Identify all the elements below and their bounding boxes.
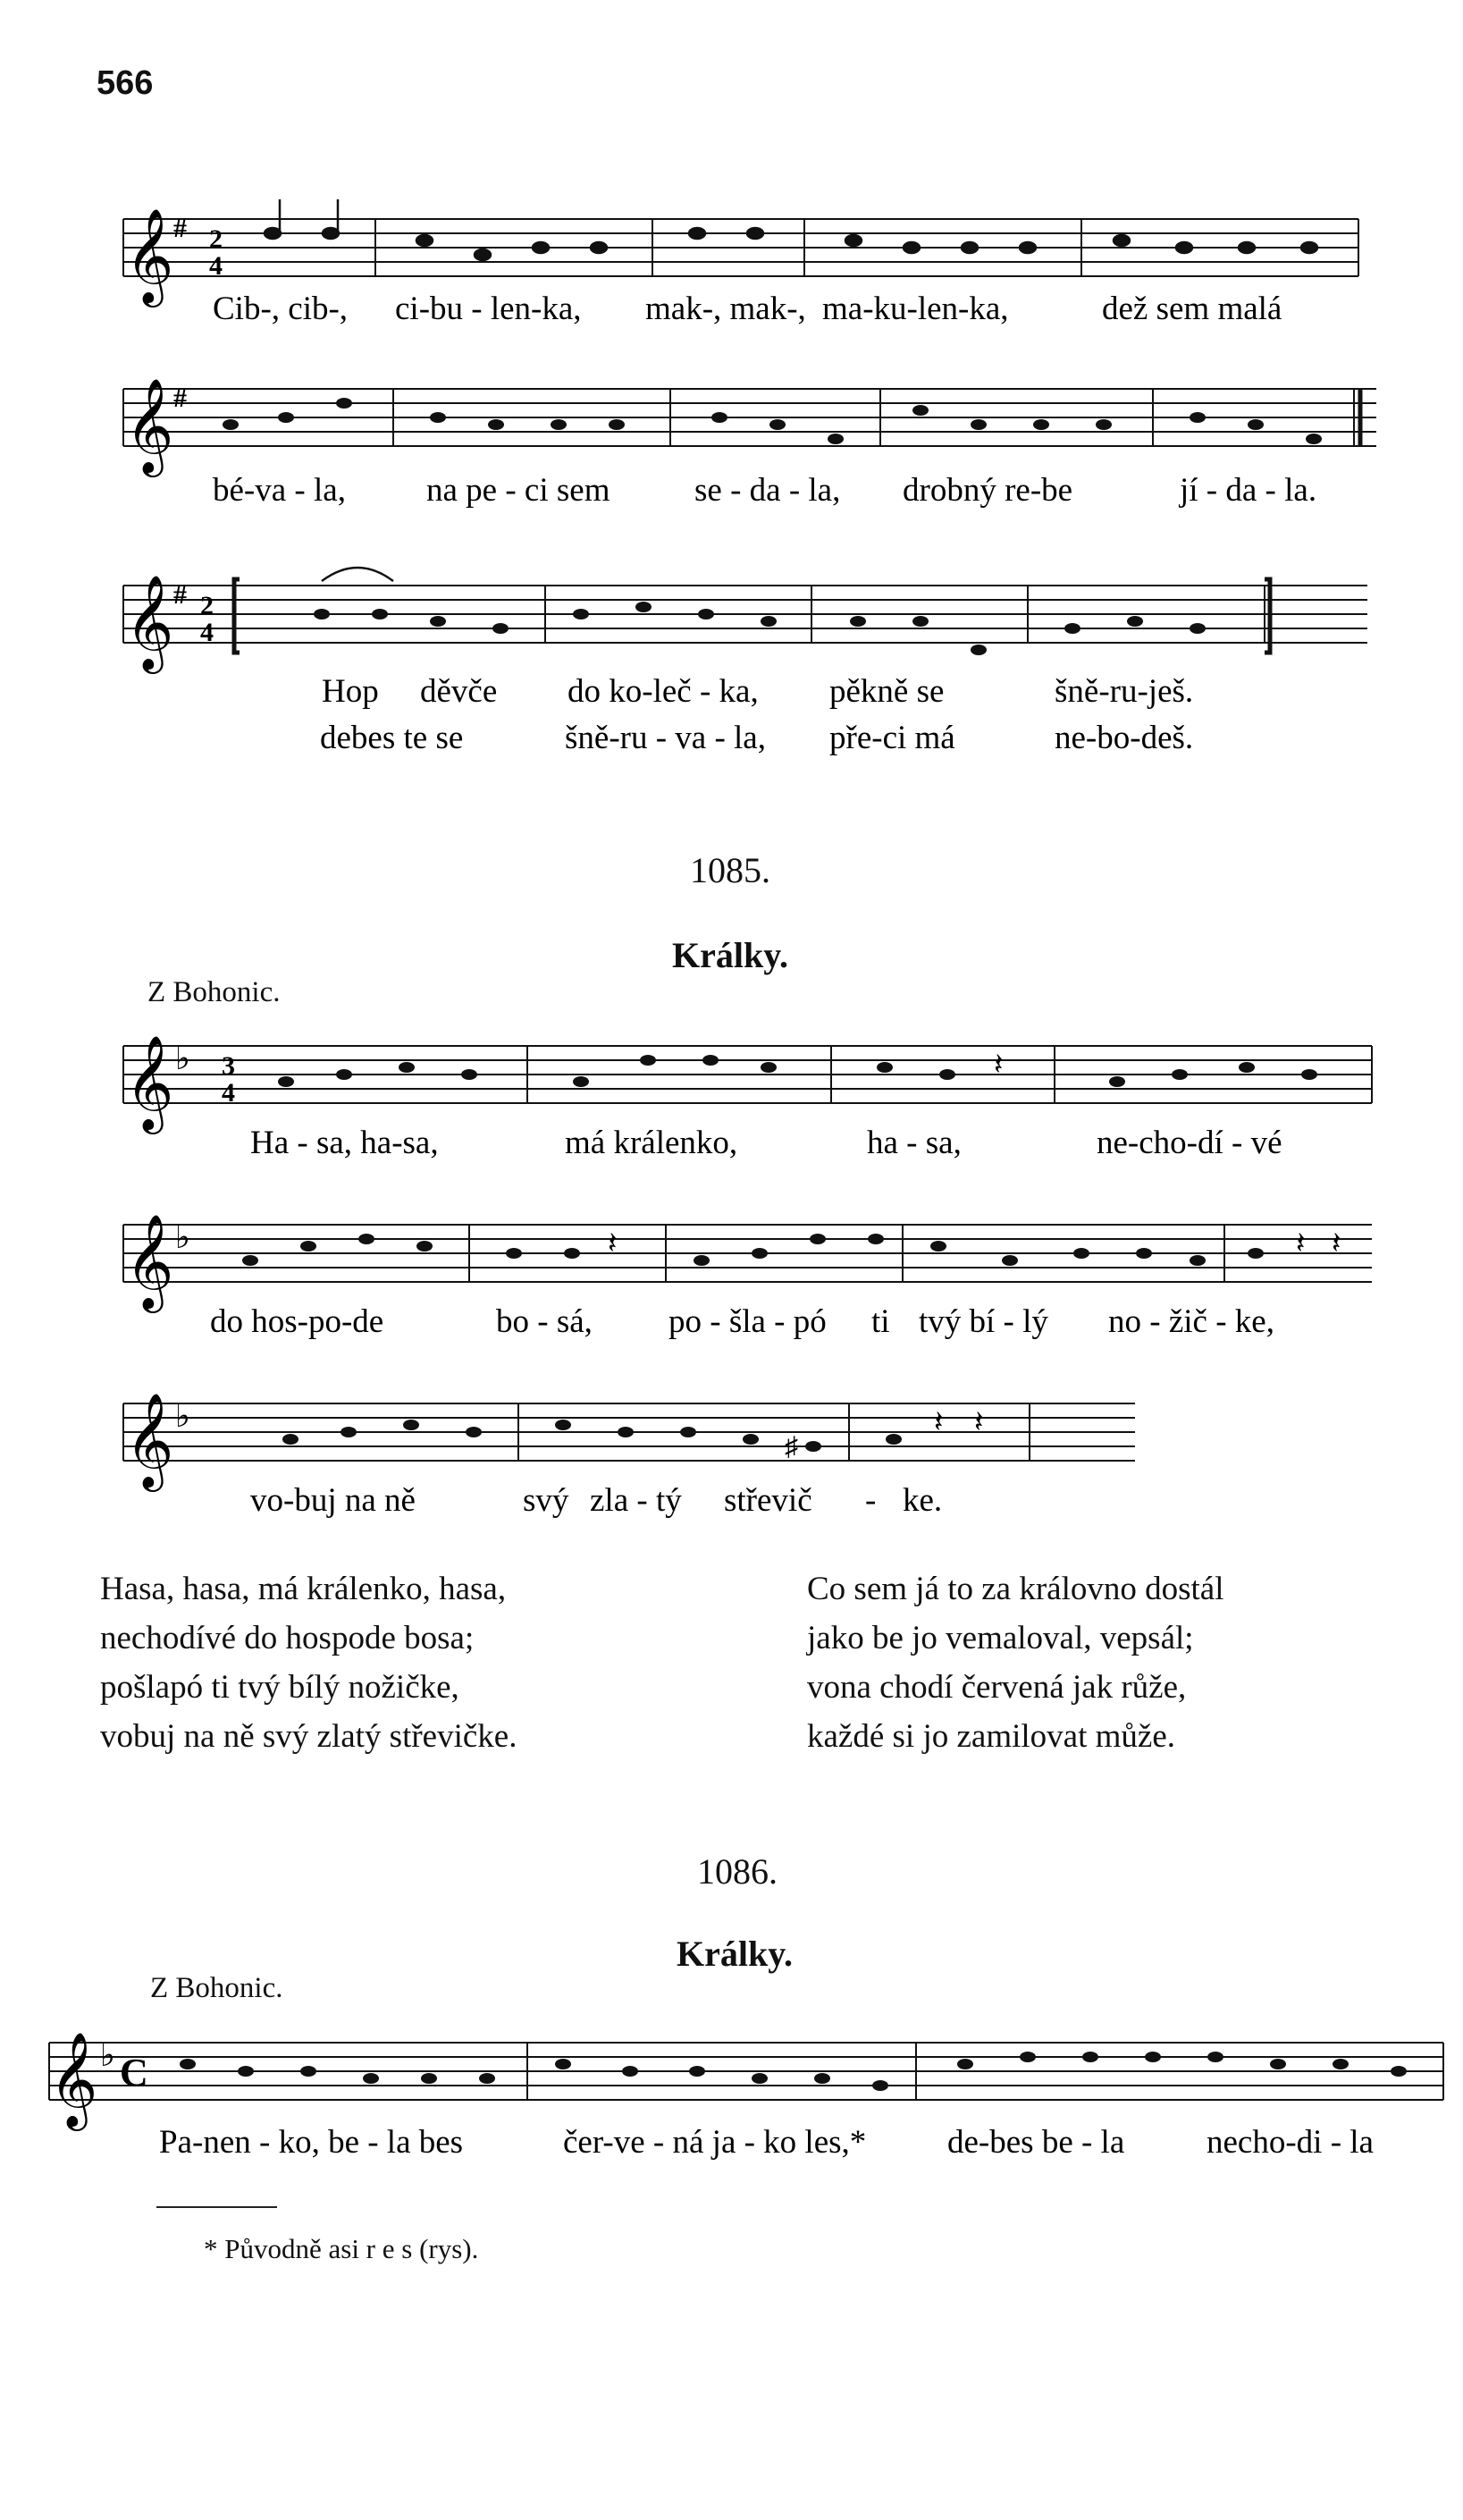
lyric: bo - sá, [496,1303,593,1340]
verse-line: vona chodí červená jak růže, [807,1669,1187,1706]
svg-text:2: 2 [209,224,223,254]
svg-text:𝄽: 𝄽 [1332,1227,1341,1260]
lyric: čer-ve - ná ja - ko les,* [563,2124,867,2161]
staff-top-2 [0,353,1463,509]
lyric: Cib-, cib-, [213,291,349,327]
lyric: necho-di - la [1207,2124,1374,2161]
lyric: ci-bu - len-ka, [395,291,582,327]
staff-1085-1 [0,1010,1463,1171]
lyric: děvče [420,673,498,710]
lyric: de-bes be - la [947,2124,1125,2161]
verse-line: vobuj na ně svý zlatý střevičke. [100,1718,517,1755]
staff-top-1 [0,183,1463,326]
lyric: Pa-nen - ko, be - la bes [159,2124,464,2161]
svg-text:𝄞: 𝄞 [125,1034,174,1130]
verse-line: Hasa, hasa, má králenko, hasa, [100,1571,507,1607]
svg-text:𝄞: 𝄞 [125,1213,174,1309]
lyric: pěkně se [829,673,945,710]
verse-left [100,1564,517,1761]
svg-text:4: 4 [200,618,214,647]
svg-text:𝄽: 𝄽 [608,1227,618,1260]
lyric: šně-ru-ješ. [1055,673,1194,710]
svg-text:𝄞: 𝄞 [125,574,174,670]
staff-top-3 [0,536,1463,760]
lyric: vo-buj na ně [250,1482,416,1519]
song-origin: Z Bohonic. [150,1972,283,2004]
lyric: šně-ru - va - la, [565,720,766,756]
lyric: zla - tý [590,1482,682,1519]
svg-text:2: 2 [200,591,214,620]
lyric: na pe - ci sem [426,472,610,509]
svg-text:𝄞: 𝄞 [125,207,174,303]
lyric: tvý bí - lý [919,1303,1048,1340]
lyric: jí - da - la. [1180,472,1317,509]
song-number: 1086. [697,1851,778,1892]
svg-text:#: # [173,580,187,610]
svg-text:♭: ♭ [100,2037,115,2073]
svg-text:𝄽: 𝄽 [994,1049,1004,1082]
lyric: do ko-leč - ka, [568,673,759,710]
svg-text:4: 4 [209,251,223,281]
lyric: ma-ku-len-ka, [822,291,1009,327]
page-number: 566 [97,64,154,102]
svg-text:𝄞: 𝄞 [49,2031,98,2127]
song-title: Králky. [677,1934,794,1974]
svg-text:𝄽: 𝄽 [934,1406,944,1439]
svg-text:♭: ♭ [175,1041,190,1076]
staff-1086-1 [0,2007,1463,2177]
svg-text:𝄞: 𝄞 [125,377,174,473]
lyric: drobný re-be [903,472,1073,509]
lyric: Ha - sa, ha-sa, [250,1125,439,1161]
verse-line: pošlapó ti tvý bílý nožičke, [100,1669,459,1706]
svg-text:♭: ♭ [175,1219,190,1255]
svg-text:𝄞: 𝄞 [125,1392,174,1488]
lyric: ne-cho-dí - vé [1097,1125,1282,1161]
svg-text:C: C [120,2051,148,2094]
svg-text:♭: ♭ [175,1398,190,1434]
lyric: střevič [724,1482,812,1519]
lyric: debes te se [320,720,464,756]
footnote-rule [156,2206,277,2208]
song-title: Králky. [672,935,789,975]
lyric: má králenko, [565,1125,738,1161]
verse-line: jako be jo vemaloval, vepsál; [807,1620,1194,1656]
lyric: Hop [322,673,379,710]
svg-text:♯: ♯ [785,1432,798,1462]
lyric: do hos-po-de [210,1303,384,1340]
staff-1085-3 [0,1368,1463,1529]
lyric: no - žič - ke, [1108,1303,1274,1340]
lyric: pře-ci má [829,720,955,756]
lyric: ha - sa, [867,1125,962,1161]
lyric: svý [523,1482,569,1519]
svg-text:4: 4 [222,1078,235,1108]
verse-right [807,1564,1224,1761]
svg-text:3: 3 [222,1051,235,1081]
svg-text:𝄽: 𝄽 [974,1406,984,1439]
song-number: 1085. [690,850,770,890]
staff-1085-2 [0,1189,1463,1350]
lyric: mak-, mak-, [645,291,806,327]
footnote: * Původně asi r e s (rys). [204,2233,479,2264]
lyric: se - da - la, [694,472,841,509]
lyric: dež sem malá [1102,291,1282,327]
svg-text:𝄽: 𝄽 [1296,1227,1306,1260]
svg-text:#: # [173,214,187,243]
verse-line: Co sem já to za královno dostál [807,1571,1224,1607]
song-origin: Z Bohonic. [147,976,281,1008]
lyric: ti [871,1303,890,1340]
lyric: ne-bo-deš. [1055,720,1194,756]
lyric: po - šla - pó [668,1303,827,1340]
verse-line: nechodívé do hospode bosa; [100,1620,475,1656]
svg-text:#: # [173,383,187,413]
lyric: bé-va - la, [213,472,346,509]
verse-line: každé si jo zamilovat může. [807,1718,1175,1755]
lyric: ke. [903,1482,943,1519]
lyric: - [865,1482,877,1519]
